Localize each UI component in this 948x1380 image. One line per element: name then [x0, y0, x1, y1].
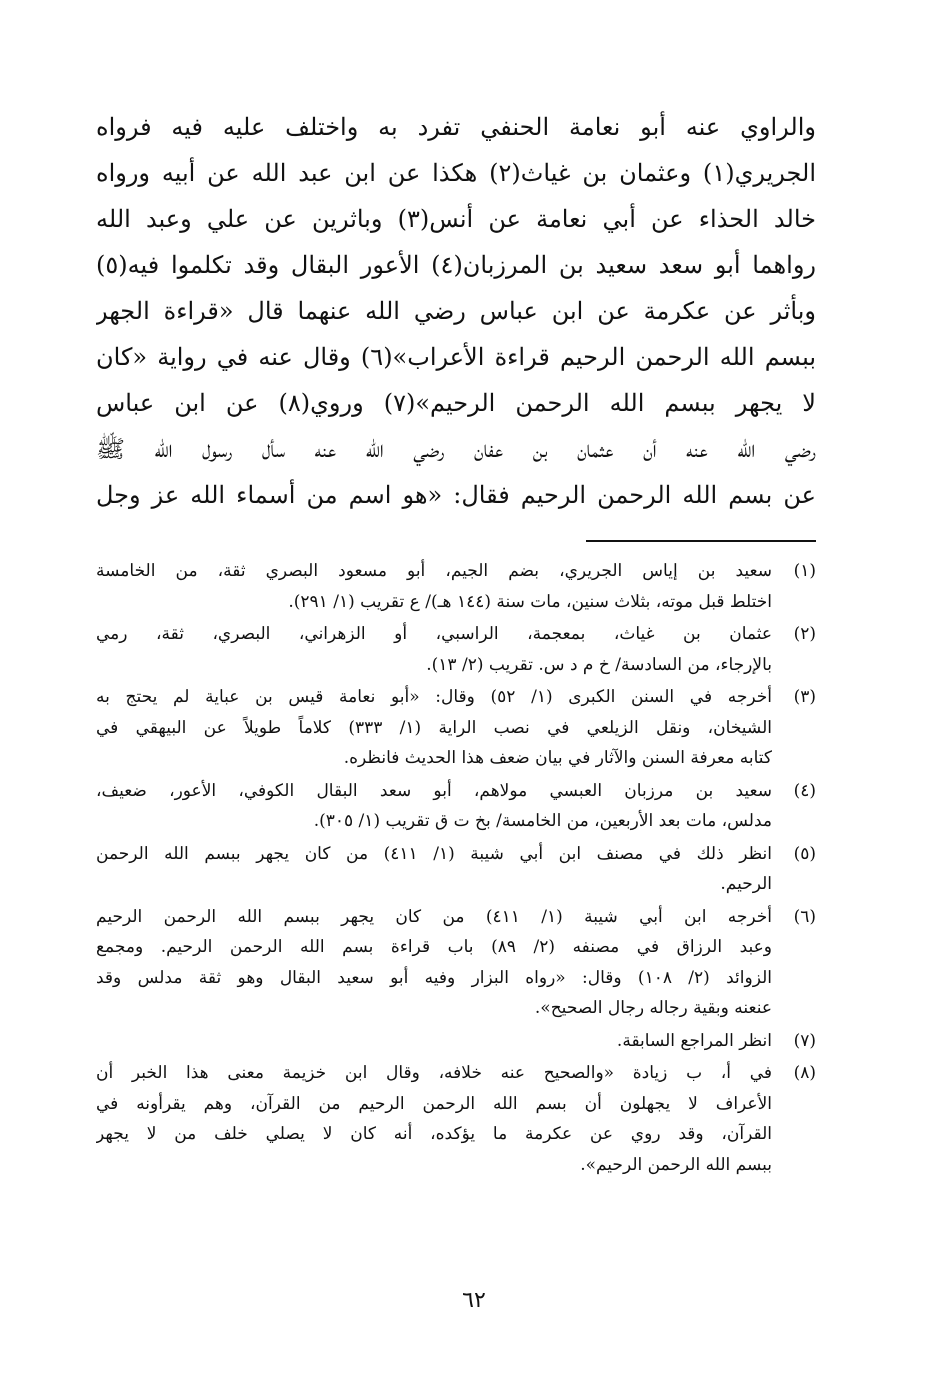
footnote-body: [96, 619, 772, 680]
footnote-6: [96, 902, 816, 1024]
footnote-body: [96, 839, 772, 900]
main-text-line: رواهما أبو سعد سعيد بن المرزبان(٤) الأعور البقال وقد تكلموا فيه(٥): [96, 251, 816, 279]
footnote-4: [96, 776, 816, 837]
footnote-line: الرحيم.: [720, 874, 772, 894]
footnote-3: [96, 682, 816, 774]
footnote-number: (٧): [793, 1030, 816, 1051]
footnote-number: (١): [793, 561, 816, 581]
footnote-line: اختلط قبل موته، بثلاث سنين، مات سنة (١٤٤ هـ)/ ع تقريب (١/ ٢٩١).: [288, 591, 772, 612]
footnote-line: مدلس، مات بعد الأربعين، من الخامسة/ بخ ت ق تقريب (١/ ٣٠٥).: [313, 811, 772, 831]
footnote-line: سعيد بن إياس الجريري، بضم الجيم، أبو مسعود البصري ثقة، من الخامسة: [96, 561, 772, 581]
main-text-line: خالد الحذاء عن أبي نعامة عن أنس(٣) وباثرين عن علي وعبد الله: [96, 205, 816, 233]
footnote-line: بالإرجاء، من السادسة/ خ م د س. تقريب (٢/ ١٣).: [426, 654, 772, 675]
footnote-body: [96, 776, 772, 837]
footnote-line: سعيد بن مرزبان العبسي مولاهم، أبو سعد البقال الكوفي، الأعور، ضعيف،: [96, 780, 772, 801]
footnote-line: انظر ذلك في مصنف ابن أبي شيبة (١/ ٤١١) من كان يجهر ببسم الله الرحمن: [96, 843, 772, 864]
footnote-body: [96, 556, 772, 617]
footnote-number: (٤): [793, 780, 816, 801]
footnote-line: ببسم الله الرحمن الرحيم».: [580, 1154, 772, 1175]
footnote-separator: [586, 540, 816, 542]
footnote-number: (٣): [793, 687, 816, 707]
footnote-line: عثمان بن غياث، بمعجمة، الراسبي، أو الزهراني، البصري، ثقة، رمي: [96, 624, 772, 644]
main-text-line: الجريري(١) وعثمان بن غياث(٢) هكذا عن ابن عبد الله عن أبيه ورواه: [96, 159, 816, 187]
footnote-number: (٨): [793, 1063, 816, 1083]
footnote-line: في أ، ب زيادة «والصحيح عنه خلافه، وقال ابن خزيمة معنى هذا الخبر أن: [96, 1063, 772, 1083]
footnote-7: [96, 1026, 816, 1057]
footnote-5: [96, 839, 816, 900]
footnote-body: [96, 902, 772, 1024]
footnote-1: [96, 556, 816, 617]
footnote-2: [96, 619, 816, 680]
main-text-line: والراوي عنه أبو نعامة الحنفي تفرد به واختلف عليه فيه فرواه: [96, 113, 816, 141]
footnote-line: القرآن، وقد روي عن عكرمة ما يؤكده، أنه كان لا يصلي خلف من لا يجهر: [96, 1124, 772, 1144]
footnote-number: (٦): [793, 906, 816, 927]
footnote-line: الأعراف لا يجهلون أن بسم الله الرحمن الرحيم من القرآن، وهم يقرأونه في: [96, 1093, 772, 1114]
footnote-body: [96, 1026, 772, 1057]
main-text-line: عن بسم الله الرحمن الرحيم فقال: «هو اسم من أسماء الله عز وجل: [96, 481, 816, 509]
footnote-8: [96, 1058, 816, 1180]
main-text-line: لا يجهر ببسم الله الرحمن الرحيم»(٧) وروي(٨) عن ابن عباس: [96, 389, 816, 417]
footnote-line: الزوائد (٢/ ١٠٨) وقال: «رواه البزار وفيه أبو سعيد البقال وهو ثقة مدلس وقد: [96, 967, 772, 988]
footnote-body: [96, 1058, 772, 1180]
footnotes: [96, 556, 816, 1180]
main-text-line: ببسم الله الرحمن الرحيم قراءة الأعراب»(٦) وقال عنه في رواية «كان: [96, 343, 816, 371]
main-text-line: رضي الله عنه أن عثمان بن عفان رضي الله عنه سأل رسول الله ﷺ: [96, 435, 816, 463]
main-text: [96, 104, 816, 518]
footnote-line: الشيخان، ونقل الزيلعي في نصب الراية (١/ ٣٣٣) كلاماً طويلاً عن البيهقي في: [96, 717, 772, 738]
main-text-line: وبأثر عن عكرمة عن ابن عباس رضي الله عنهما قال «قراءة الجهر: [96, 297, 816, 325]
footnote-number: (٢): [793, 624, 816, 644]
footnote-line: أخرجه في السنن الكبرى (١/ ٥٢) وقال: «أبو نعامة قيس بن عباية لم يحتج به: [96, 687, 772, 707]
footnote-body: [96, 682, 772, 774]
footnote-line: أخرجه ابن أبي شيبة (١/ ٤١١) من كان يجهر ببسم الله الرحمن الرحيم: [96, 906, 772, 927]
footnote-line: وعبد الرزاق في مصنفه (٢/ ٨٩) باب قراءة بسم الله الرحمن الرحيم. ومجمع: [96, 937, 772, 957]
footnote-line: عنعنه وبقية رجاله رجال الصحيح».: [534, 998, 772, 1018]
footnote-line: انظر المراجع السابقة.: [616, 1030, 772, 1051]
page-number: ٦٢: [462, 1288, 486, 1313]
footnote-line: كتابه معرفة السنن والآثار في بيان ضعف هذا الحديث فانظره.: [343, 748, 772, 768]
footnote-number: (٥): [793, 843, 816, 864]
